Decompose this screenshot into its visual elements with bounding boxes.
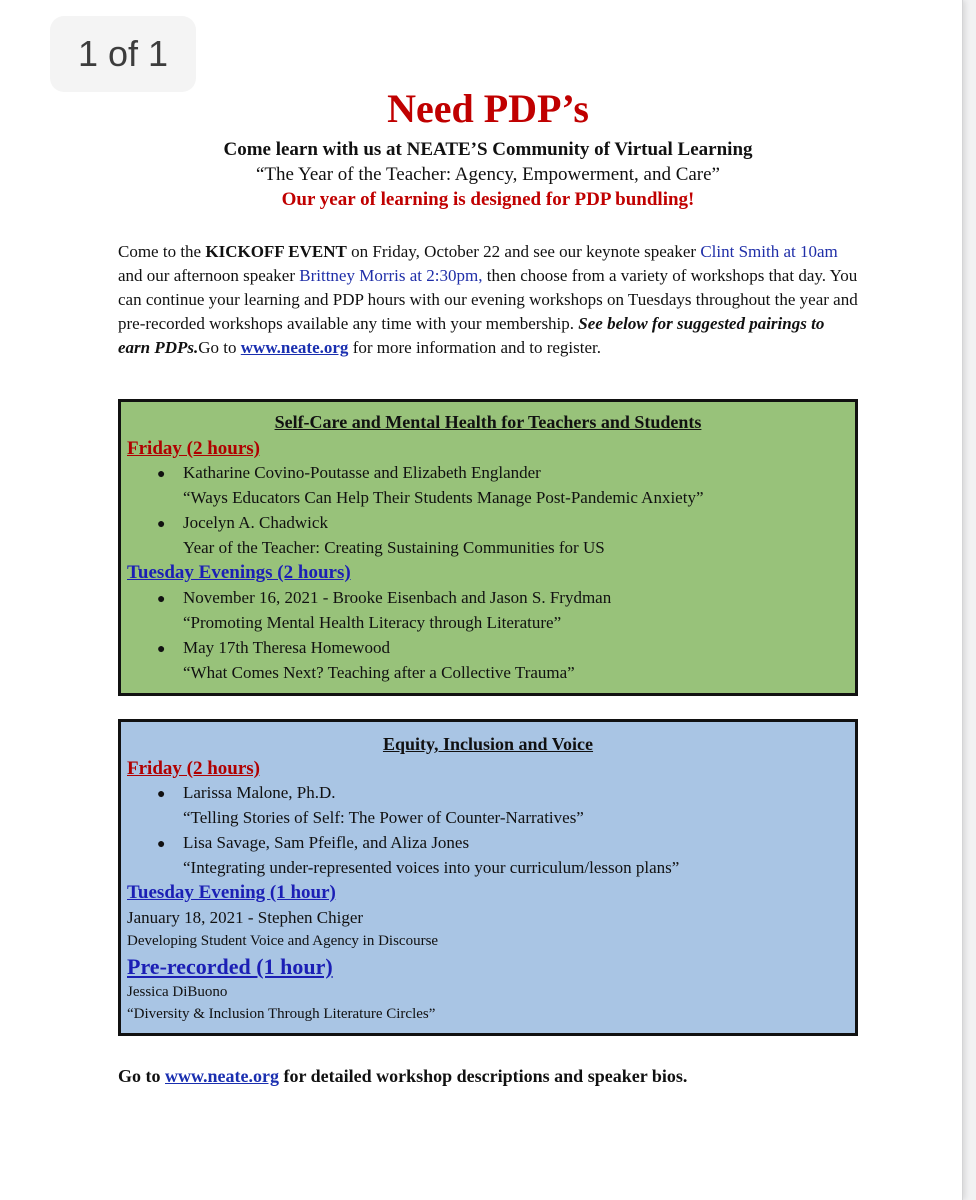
subtitle-bundling: Our year of learning is designed for PDP bundling! (281, 189, 695, 210)
presenters: Larissa Malone, Ph.D. (183, 783, 336, 802)
presenters: Jocelyn A. Chadwick (183, 513, 328, 532)
self-care-box (118, 399, 858, 696)
bullet-icon: ● (157, 592, 166, 607)
keynote-speaker: Clint Smith at 10am (700, 242, 838, 261)
neate-link-footer[interactable]: www.neate.org (165, 1066, 279, 1086)
session-title: “Integrating under-represented voices into your curriculum/lesson plans” (183, 858, 680, 877)
subtitle-community: Come learn with us at NEATE’S Community of Virtual Learning (223, 139, 753, 160)
presenters: Katharine Covino-Poutasse and Elizabeth Englander (183, 463, 541, 482)
session-title: “Promoting Mental Health Literacy through Literature” (183, 613, 562, 632)
presenters: May 17th Theresa Homewood (183, 638, 390, 657)
session-title: Developing Student Voice and Agency in Discourse (127, 933, 439, 949)
bullet-icon: ● (157, 837, 166, 852)
tuesday-heading: Tuesday Evening (1 hour) (127, 882, 336, 903)
tuesday-heading: Tuesday Evenings (2 hours) (127, 562, 351, 583)
presenters: January 18, 2021 - Stephen Chiger (127, 908, 364, 927)
session-title: “Telling Stories of Self: The Power of Counter-Narratives” (183, 808, 584, 827)
afternoon-speaker: Brittney Morris at 2:30pm, (299, 266, 483, 285)
footer-note: Go to www.neate.org for detailed workshop descriptions and speaker bios. (118, 1066, 688, 1086)
page-indicator: 1 of 1 (50, 16, 196, 92)
prerecorded-heading: Pre-recorded (1 hour) (127, 954, 333, 979)
equity-title: Equity, Inclusion and Voice (382, 734, 594, 754)
self-care-title: Self-Care and Mental Health for Teachers and Students (274, 412, 702, 432)
kickoff-label: KICKOFF EVENT (205, 242, 347, 261)
intro-paragraph: Come to the KICKOFF EVENT on Friday, October 22 and see our keynote speaker Clint Smith at 10am and our afternoon speaker Brittney Morris at 2:30pm, then choose from a variety of workshops that day. You can continue your learning and PDP hours with our evening workshops on Tuesdays throughout the year and pre-recorded workshops available any time with your membership. See below for suggested pairings to earn PDPs.Go to www.neate.org for more information and to register. (118, 242, 858, 357)
session-title: “What Comes Next? Teaching after a Collective Trauma” (183, 663, 575, 682)
friday-heading: Friday (2 hours) (127, 758, 260, 779)
subtitle-theme: “The Year of the Teacher: Agency, Empowerment, and Care” (256, 164, 720, 185)
presenters: November 16, 2021 - Brooke Eisenbach and Jason S. Frydman (183, 588, 612, 607)
bullet-icon: ● (157, 467, 166, 482)
equity-box (118, 719, 858, 1036)
session-title: “Ways Educators Can Help Their Students Manage Post-Pandemic Anxiety” (183, 488, 704, 507)
bullet-icon: ● (157, 787, 166, 802)
pairings-note: See below for suggested pairings to earn PDPs. (118, 314, 825, 357)
presenters: Jessica DiBuono (127, 984, 228, 1000)
bullet-icon: ● (157, 642, 166, 657)
neate-link-intro[interactable]: www.neate.org (240, 338, 349, 357)
session-title: “Diversity & Inclusion Through Literature Circles” (127, 1006, 436, 1022)
flyer-title: Need PDP’s (387, 86, 589, 131)
friday-heading: Friday (2 hours) (127, 438, 260, 459)
session-title: Year of the Teacher: Creating Sustaining Communities for US (183, 538, 605, 557)
bullet-icon: ● (157, 517, 166, 532)
presenters: Lisa Savage, Sam Pfeifle, and Aliza Jones (183, 833, 470, 852)
